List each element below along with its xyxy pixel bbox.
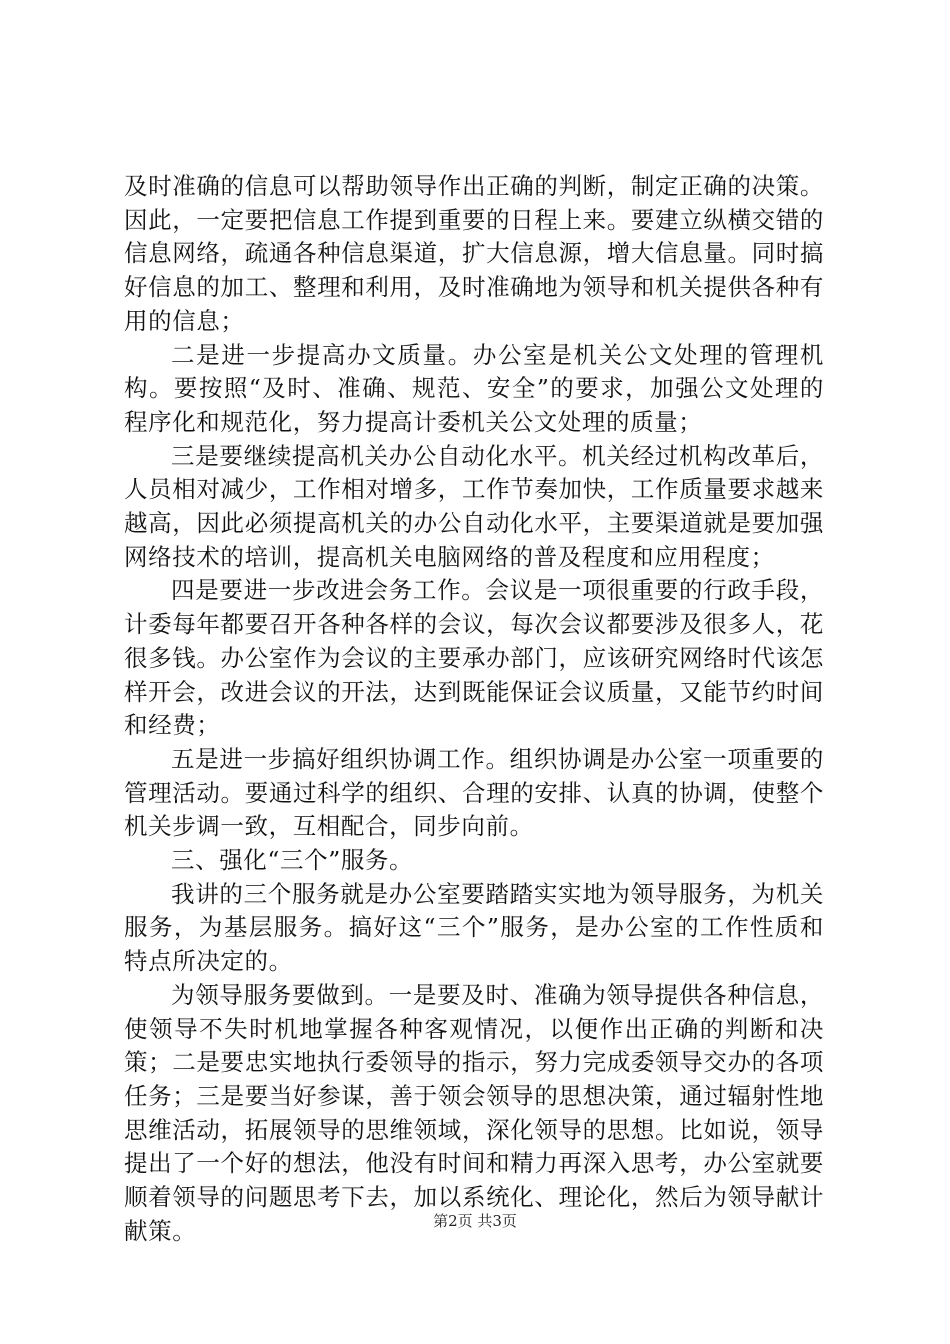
paragraph-coordination: 五是进一步搞好组织协调工作。组织协调是办公室一项重要的管理活动。要通过科学的组织、合理的安排、认真的协调，使整个机关步调一致，互相配合，同步向前。	[124, 744, 824, 841]
paragraph-meeting-work: 四是要进一步改进会务工作。会议是一项很重要的行政手段，计委每年都要召开各种各样的会议，每次会议都要涉及很多人，花很多钱。办公室作为会议的主要承办部门，应该研究网络时代该怎样开会，改进会议的开法，达到既能保证会议质量，又能节约时间和经费；	[124, 576, 824, 740]
paragraph-info-work: 及时准确的信息可以帮助领导作出正确的判断，制定正确的决策。因此，一定要把信息工作提到重要的日程上来。要建立纵横交错的信息网络，疏通各种信息渠道，扩大信息源，增大信息量。同时搞好信息的加工、整理和利用，及时准确地为领导和机关提供各种有用的信息；	[124, 172, 824, 335]
section-heading-three-services: 三、强化“三个”服务。	[171, 846, 414, 875]
paragraph-office-automation: 三是要继续提高机关办公自动化水平。机关经过机构改革后，人员相对减少，工作相对增多，工作节奏加快，工作质量要求越来越高，因此必须提高机关的办公自动化水平，主要渠道就是要加强网络技术的培训，提高机关电脑网络的普及程度和应用程度；	[124, 441, 824, 571]
paragraph-three-services: 我讲的三个服务就是办公室要踏踏实实地为领导服务，为机关服务，为基层服务。搞好这“三个”服务，是办公室的工作性质和特点所决定的。	[124, 879, 824, 976]
page-number-footer: 第2页 共3页	[433, 1212, 517, 1230]
paragraph-serve-leaders: 为领导服务要做到。一是要及时、准确为领导提供各种信息，使领导不失时机地掌握各种客观情况，以便作出正确的判断和决策；二是要忠实地执行委领导的指示，努力完成委领导交办的各项任务；三是要当好参谋，善于领会领导的思想决策，通过辐射性地思维活动，拓展领导的思维领域，深化领导的思想。比如说，领导提出了一个好的想法，他没有时间和精力再深入思考，办公室就要顺着领导的问题思考下去，加以系统化、理论化，然后为领导献计献策。	[124, 980, 824, 1245]
document-body	[124, 170, 824, 1249]
paragraph-document-quality: 二是进一步提高办文质量。办公室是机关公文处理的管理机构。要按照“及时、准确、规范、安全”的要求，加强公文处理的程序化和规范化，努力提高计委机关公文处理的质量；	[124, 340, 824, 436]
